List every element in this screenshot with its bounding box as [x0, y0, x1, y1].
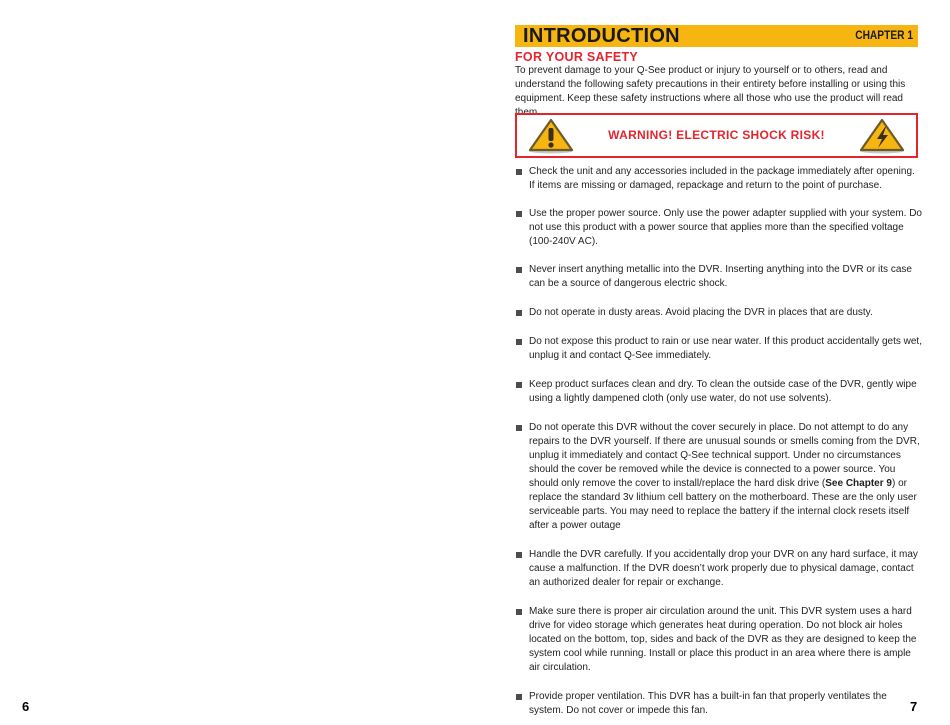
warning-text: WARNING! ELECTRIC SHOCK RISK! [608, 128, 825, 142]
warning-box [515, 113, 918, 158]
list-item: Handle the DVR carefully. If you accidentally drop your DVR on any hard surface, it may cause a malfunction. If the DVR doesn’t work properly due to physical damage, contact an authorized dealer for repair or exchange. [515, 548, 923, 590]
list-item-text: ) or replace the standard 3v lithium cell battery on the motherboard. These are the only user serviceable parts. You may need to replace the battery if the internal clock resets itself after a power outage [529, 478, 917, 531]
section-title: FOR YOUR SAFETY [515, 50, 639, 64]
list-item: Never insert anything metallic into the DVR. Inserting anything into the DVR or its case can be a source of dangerous electric shock. [515, 263, 923, 291]
right-page-number: 7 [910, 699, 918, 714]
chapter-title: INTRODUCTION [523, 25, 680, 47]
list-item: Do not expose this product to rain or use near water. If this product accidentally gets wet, unplug it and contact Q-See immediately. [515, 335, 923, 363]
list-item [515, 421, 923, 533]
list-item: Use the proper power source. Only use the power adapter supplied with your system. Do not use this product with a power source that applies more than the specified voltage (100-240V AC). [515, 207, 923, 249]
chapter-reference: See Chapter 9 [825, 478, 892, 489]
list-item: Make sure there is proper air circulation around the unit. This DVR system uses a hard drive for video storage which generates heat during operation. Do not block air holes located on the bottom, top, sides and back of the DVR as they are designed to keep the system cool while running. Install or place this product in an area where there is ample air circulation. [515, 605, 923, 675]
list-item: Provide proper ventilation. This DVR has a built-in fan that properly ventilates the system. Do not cover or impede this fan. [515, 690, 923, 718]
chapter-number: CHAPTER 1 [855, 28, 913, 42]
lightning-warning-icon [858, 118, 906, 154]
list-item: Check the unit and any accessories included in the package immediately after opening. If items are missing or damaged, repackage and return to the point of purchase. [515, 165, 923, 193]
list-item: Do not operate in dusty areas. Avoid placing the DVR in places that are dusty. [515, 306, 923, 320]
left-page-number: 6 [22, 699, 30, 714]
chapter-header-bar [515, 25, 918, 47]
list-item: Keep product surfaces clean and dry. To clean the outside case of the DVR, gently wipe using a lightly dampened cloth (only use water, do not use solvents). [515, 378, 923, 406]
safety-list [515, 165, 923, 718]
list-item-text: Do not operate this DVR without the cover securely in place. Do not attempt to do any repairs to the DVR yourself. If there are unusual sounds or smells coming from the DVR, unplug it immediately and contact Q-See technical support. Under no circumstances should the cover be removed while the device is connected to a power source. You should only remove the cover to install/replace the hard disk drive ( [529, 422, 920, 489]
intro-paragraph: To prevent damage to your Q-See product or injury to yourself or to others, read and understand the following safety precautions in their entirety before installing or using this equipment. Keep these safety instructions where all those who use the product will read them. [515, 65, 906, 118]
